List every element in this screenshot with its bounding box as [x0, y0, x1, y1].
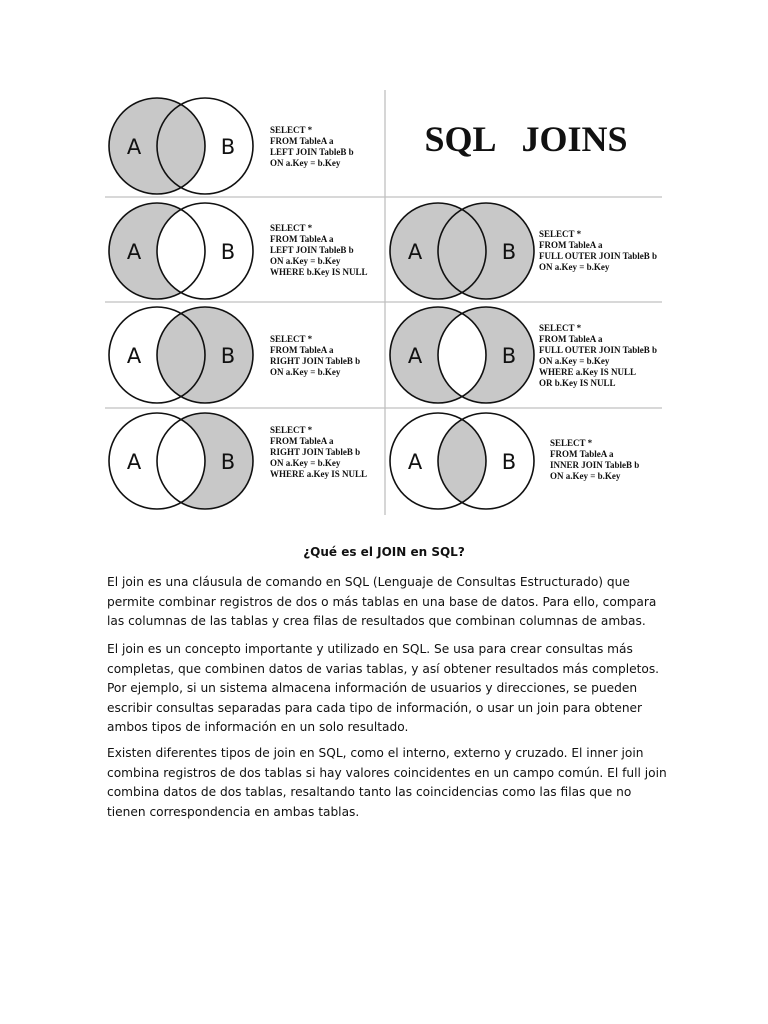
sql-line: WHERE b.Key IS NULL — [270, 267, 368, 277]
venn-label-a: A — [126, 450, 142, 474]
sql-line: SELECT * — [270, 334, 313, 344]
sql-line: ON a.Key = b.Key — [539, 262, 610, 272]
sql-line: ON a.Key = b.Key — [270, 256, 341, 266]
sql-line: ON a.Key = b.Key — [270, 367, 341, 377]
sql-snippet — [270, 223, 368, 277]
sql-line: FROM TableA a — [270, 436, 334, 446]
sql-line: FROM TableA a — [550, 449, 614, 459]
sql-snippet — [270, 425, 367, 479]
venn-label-a: A — [126, 344, 142, 368]
sql-line: FULL OUTER JOIN TableB b — [539, 251, 658, 261]
sql-line: ON a.Key = b.Key — [550, 471, 621, 481]
venn-label-b: B — [501, 344, 517, 368]
paragraph-definition: El join es una cláusula de comando en SQL (Lenguaje de Consultas Estructurado) que permite combinar registros de dos o más tablas en una base de datos. Para ello, compara las columnas de las tablas y crea filas de resultados que combinan columnas de ambas. — [107, 575, 657, 629]
sql-snippet — [550, 438, 639, 481]
sql-snippet — [539, 323, 657, 388]
sql-line: ON a.Key = b.Key — [270, 458, 341, 468]
venn-label-a: A — [126, 240, 142, 264]
venn-label-a: A — [407, 450, 423, 474]
sql-line: OR b.Key IS NULL — [539, 378, 616, 388]
venn-full-outer-join — [390, 203, 657, 299]
sql-line: LEFT JOIN TableB b — [270, 245, 354, 255]
venn-full-outer-join-exclusive — [390, 307, 657, 403]
paragraph-join-types: Existen diferentes tipos de join en SQL, como el interno, externo y cruzado. El inner join combina registros de dos tablas si hay valores coincidentes en un campo común. El full join combina datos de dos tablas, resaltando tanto las coincidencias como las filas que no tienen correspondencia en ambas tablas. — [107, 746, 667, 819]
paragraph-importance: El join es un concepto importante y utilizado en SQL. Se usa para crear consultas más completas, que combinen datos de varias tablas, y así obtener resultados más completos. Por ejemplo, si un sistema almacena información de usuarios y direcciones, se pueden escribir consultas separadas para cada tipo de información, o usar un join para obtener ambos tipos de información en un solo resultado. — [107, 642, 660, 735]
sql-line: FROM TableA a — [539, 240, 603, 250]
venn-right-join — [109, 307, 360, 403]
sql-line: SELECT * — [270, 425, 313, 435]
sql-line: SELECT * — [270, 125, 313, 135]
sql-line: ON a.Key = b.Key — [539, 356, 610, 366]
sql-line: ON a.Key = b.Key — [270, 158, 341, 168]
venn-right-join-exclusive — [109, 413, 367, 509]
venn-label-b: B — [501, 240, 517, 264]
sql-line: RIGHT JOIN TableB b — [270, 447, 361, 457]
venn-label-b: B — [501, 450, 517, 474]
venn-label-b: B — [220, 240, 236, 264]
venn-left-join-exclusive — [109, 203, 368, 299]
document-title: ¿Qué es el JOIN en SQL? — [303, 545, 465, 559]
sql-line: FROM TableA a — [539, 334, 603, 344]
sql-snippet — [539, 229, 657, 272]
sql-line: WHERE a.Key IS NULL — [270, 469, 368, 479]
venn-inner-join — [390, 413, 639, 509]
venn-left-join — [109, 98, 354, 194]
sql-line: FROM TableA a — [270, 234, 334, 244]
venn-diagrams — [109, 98, 657, 509]
sql-line: FROM TableA a — [270, 345, 334, 355]
venn-label-b: B — [220, 344, 236, 368]
sql-line: SELECT * — [539, 229, 582, 239]
sql-line: WHERE a.Key IS NULL — [539, 367, 637, 377]
sql-line: SELECT * — [270, 223, 313, 233]
venn-label-a: A — [126, 135, 142, 159]
venn-label-b: B — [220, 135, 236, 159]
sql-snippet — [270, 125, 354, 168]
venn-label-b: B — [220, 450, 236, 474]
sql-line: LEFT JOIN TableB b — [270, 147, 354, 157]
sql-snippet — [270, 334, 360, 377]
sql-line: RIGHT JOIN TableB b — [270, 356, 361, 366]
sql-line: FULL OUTER JOIN TableB b — [539, 345, 658, 355]
sql-line: SELECT * — [550, 438, 593, 448]
venn-label-a: A — [407, 344, 423, 368]
figure-title: SQL JOINS — [424, 119, 628, 159]
sql-line: INNER JOIN TableB b — [550, 460, 640, 470]
sql-line: SELECT * — [539, 323, 582, 333]
venn-label-a: A — [407, 240, 423, 264]
sql-line: FROM TableA a — [270, 136, 334, 146]
